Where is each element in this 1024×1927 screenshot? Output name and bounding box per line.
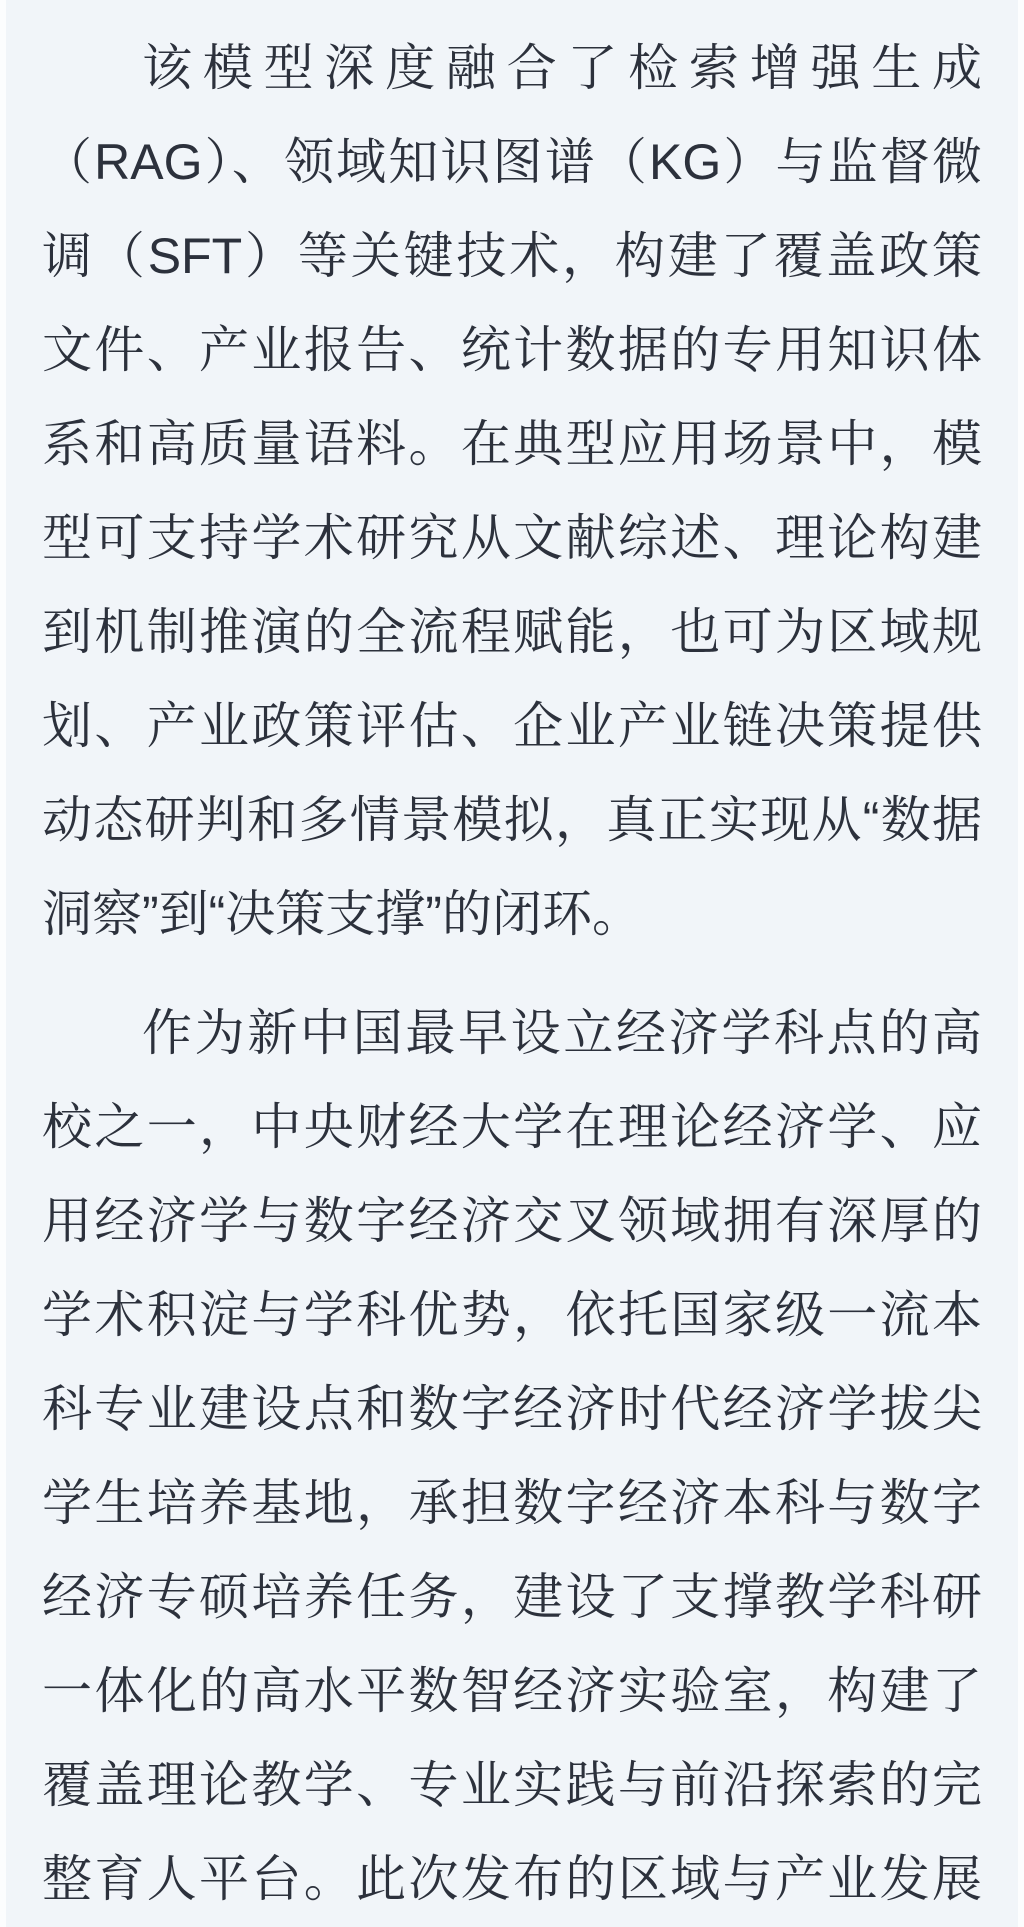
text-line: 经济专硕培养任务，建设了支撑教学科研 — [42, 1569, 982, 1625]
text-line: 型可支持学术研究从文献综述、理论构建 — [42, 510, 982, 566]
text-line: 到机制推演的全流程赋能，也可为区域规 — [42, 604, 982, 660]
text-line: 该模型深度融合了检索增强生成 — [142, 40, 982, 96]
text-line: 洞察”到“决策支撑”的闭环。 — [42, 886, 642, 942]
text-line: 系和高质量语料。在典型应用场景中，模 — [42, 416, 982, 472]
text-line: 一体化的高水平数智经济实验室，构建了 — [42, 1663, 982, 1719]
text-line: 动态研判和多情景模拟，真正实现从“数据 — [42, 792, 982, 848]
text-line: 文件、产业报告、统计数据的专用知识体 — [42, 322, 982, 378]
text-line: 用经济学与数字经济交叉领域拥有深厚的 — [42, 1193, 982, 1249]
text-line: 科专业建设点和数字经济时代经济学拔尖 — [42, 1381, 982, 1437]
text-line: 学术积淀与学科优势，依托国家级一流本 — [42, 1287, 982, 1343]
article-page — [6, 0, 1018, 1927]
text-line: 校之一，中央财经大学在理论经济学、应 — [42, 1099, 982, 1155]
text-line: 整育人平台。此次发布的区域与产业发展 — [42, 1851, 982, 1907]
text-line: 学生培养基地，承担数字经济本科与数字 — [42, 1475, 982, 1531]
text-line: 覆盖理论教学、专业实践与前沿探索的完 — [42, 1757, 982, 1813]
paragraph-model-technology — [42, 21, 982, 961]
paragraph-university-strengths — [42, 986, 982, 1926]
text-line: 划、产业政策评估、企业产业链决策提供 — [42, 698, 982, 754]
text-line: 作为新中国最早设立经济学科点的高 — [142, 1005, 982, 1061]
text-line: 调（SFT）等关键技术，构建了覆盖政策 — [42, 228, 982, 284]
text-line: （RAG）、领域知识图谱（KG）与监督微 — [42, 134, 982, 190]
